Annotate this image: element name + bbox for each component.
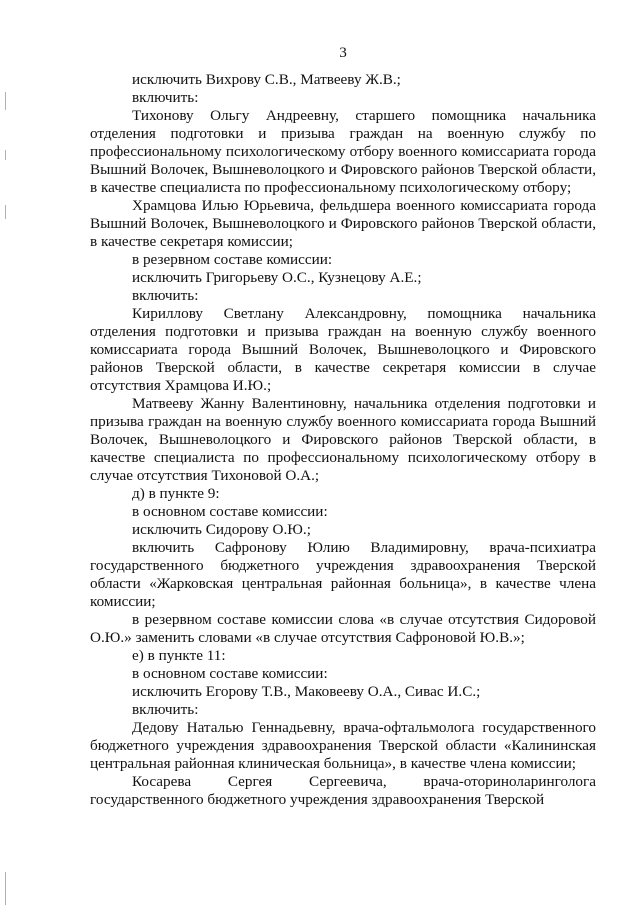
paragraph-main-composition: в основном составе комиссии: [132, 503, 328, 520]
paragraph-exclude-grigorieva: исключить Григорьеву О.С., Кузнецову А.Е.; [132, 269, 422, 286]
paragraph-exclude-egorova: исключить Егорову Т.В., Маковееву О.А., Сивас И.С.; [132, 683, 481, 700]
scan-edge-mark-middle [5, 150, 6, 160]
paragraph-safronova: включить Сафронову Юлию Владимировну, врача-психиатра государственного бюджетного учреждения здравоохранения Тверской области «Жарковская центральная районная больница», в качестве члена комиссии; [90, 539, 596, 610]
paragraph-dedova: Дедову Наталью Геннадьевну, врача-офтальмолога государственного бюджетного учреждения здравоохранения Тверской области «Калининская центральная районная клиническая больница», в качестве члена комиссии; [90, 719, 596, 772]
paragraph-khramtsov: Храмцова Илью Юрьевича, фельдшера военного комиссариата города Вышний Волочек, Вышневолоцкого и Фировского районов Тверской области, в качестве секретаря комиссии; [90, 197, 596, 250]
paragraph-kirillova: Кириллову Светлану Александровну, помощника начальника отделения подготовки и призыва граждан на военную службу военного комиссариата города Вышний Волочек, Вышневолоцкого и Фировского районов Тверской области, в качестве секретаря комиссии в случае отсутствия Храмцова И.Ю.; [90, 305, 596, 394]
paragraph-reserve-composition: в резервном составе комиссии: [132, 251, 333, 268]
paragraph-item-e: е) в пункте 11: [132, 647, 226, 664]
scan-edge-mark-bottom [5, 872, 6, 905]
paragraph-main-composition-2: в основном составе комиссии: [132, 665, 328, 682]
paragraph-include-label-2: включить: [132, 287, 199, 304]
paragraph-exclude-sidorova: исключить Сидорову О.Ю.; [132, 521, 311, 538]
paragraph-include-label-3: включить: [132, 701, 199, 718]
scan-edge-mark-lower [5, 205, 6, 219]
paragraph-kosarev: Косарева Сергея Сергеевича, врача-оториноларинголога государственного бюджетного учреждения здравоохранения Тверской [90, 773, 596, 808]
paragraph-matveeva: Матвееву Жанну Валентиновну, начальника отделения подготовки и призыва граждан на военную службу военного комиссариата города Вышний Волочек, Вышневолоцкого и Фировского районов Тверской области, в качестве специалиста по профессиональному психологическому отбору в случае отсутствия Тихоновой О.А.; [90, 395, 596, 484]
paragraph-include-label: включить: [132, 89, 199, 106]
paragraph-item-d: д) в пункте 9: [132, 485, 220, 502]
paragraph-reserve-replace: в резервном составе комиссии слова «в случае отсутствия Сидоровой О.Ю.» заменить словами «в случае отсутствия Сафроновой Ю.В.»; [90, 611, 596, 646]
paragraph-tikhonova: Тихонову Ольгу Андреевну, старшего помощника начальника отделения подготовки и призыва граждан на военную службу по профессиональному психологическому отбору военного комиссариата города Вышний Волочек, Вышневолоцкого и Фировского районов Тверской области, в качестве специалиста по профессиональному психологическому отбору; [90, 107, 596, 196]
page-number: 3 [339, 44, 347, 61]
scan-edge-mark-top [5, 92, 6, 110]
document-page [90, 44, 596, 809]
paragraph-exclude-vikhrova: исключить Вихрову С.В., Матвееву Ж.В.; [132, 71, 401, 88]
